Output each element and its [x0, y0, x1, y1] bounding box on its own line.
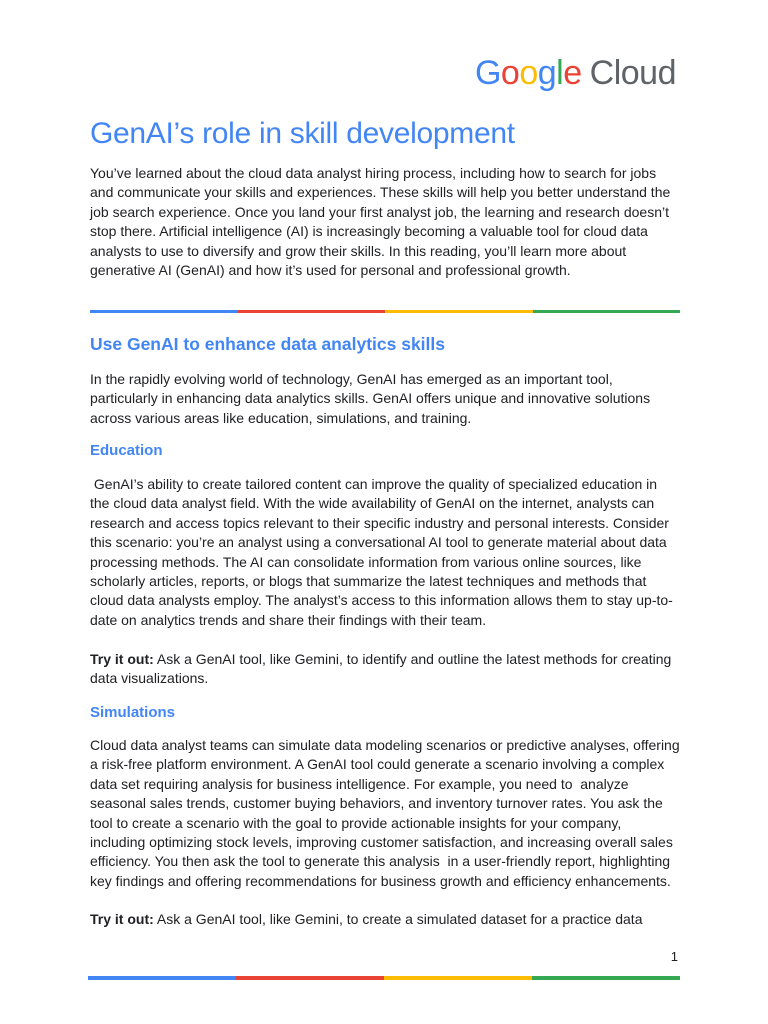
google-cloud-logo	[475, 56, 676, 90]
footer-segment-red	[236, 976, 384, 980]
education-try-it-out	[90, 650, 680, 689]
footer-segment-blue	[88, 976, 236, 980]
education-heading: Education	[90, 442, 163, 459]
simulations-paragraph: Cloud data analyst teams can simulate data modeling scenarios or predictive analyses, offering a risk-free platform environment. A GenAI tool could generate a scenario involving a complex data set requiring analysis for business intelligence. For example, you need to analyze seasonal sales trends, customer buying behaviors, and inventory turnover rates. You ask the tool to create a scenario with the goal to provide actionable insights for your company, including optimizing stock levels, improving customer satisfaction, and increasing overall sales efficiency. You then ask the tool to generate this analysis in a user-friendly report, highlighting key findings and offering recommendations for business growth and efficiency enhancements.	[90, 737, 684, 889]
logo-letter-l: l	[556, 54, 564, 92]
divider-segment-red	[238, 310, 386, 313]
try-it-out-label: Try it out:	[90, 911, 154, 927]
try-it-out-label: Try it out:	[90, 651, 154, 667]
logo-letter-o2: o	[519, 54, 538, 92]
simulations-try-block	[90, 910, 680, 929]
education-block	[90, 475, 680, 630]
footer-segment-yellow	[384, 976, 532, 980]
simulations-block	[90, 736, 684, 891]
education-try-block	[90, 650, 680, 689]
intro-block	[90, 164, 680, 280]
intro-paragraph: You’ve learned about the cloud data analyst hiring process, including how to search for jobs and communicate your skills and experiences. These skills will help you better understand the job search experience. Once you land your first analyst job, the learning and research doesn’t stop there. Artificial intelligence (AI) is increasingly becoming a valuable tool for cloud data analysts to use to diversify and grow their skills. In this reading, you’ll learn more about generative AI (GenAI) and how it’s used for personal and professional growth.	[90, 165, 671, 279]
logo-letter-o1: o	[500, 54, 520, 92]
logo-letter-e: e	[563, 54, 582, 92]
divider-segment-yellow	[385, 310, 533, 313]
simulations-try-it-out	[90, 910, 680, 929]
section-heading: Use GenAI to enhance data analytics skills	[90, 334, 445, 354]
page-title: GenAI’s role in skill development	[90, 117, 515, 150]
section-paragraph: In the rapidly evolving world of technology, GenAI has emerged as an important tool, particularly in enhancing data analytics skills. GenAI offers unique and innovative solutions across various areas like education, simulations, and training.	[90, 371, 651, 426]
section-divider	[90, 310, 680, 313]
page-number: 1	[670, 949, 678, 964]
divider-segment-blue	[90, 310, 238, 313]
footer-color-bar	[88, 976, 680, 980]
divider-segment-green	[533, 310, 681, 313]
education-paragraph: GenAI’s ability to create tailored content can improve the quality of specialized education in the cloud data analyst field. With the wide availability of GenAI on the internet, analysts can research and access topics relevant to their specific industry and personal interests. Consider this scenario: you’re an analyst using a conversational AI tool to generate material about data processing methods. The AI can consolidate information from various online sources, like scholarly articles, reports, or blogs that summarize the latest techniques and methods that cloud data analysts employ. The analyst’s access to this information allows them to stay up-to-date on analytics trends and share their findings with their team.	[90, 476, 673, 628]
try-it-out-text: Ask a GenAI tool, like Gemini, to create a simulated dataset for a practice data	[153, 911, 643, 927]
logo-product-name: Cloud	[589, 54, 676, 92]
try-it-out-text: Ask a GenAI tool, like Gemini, to identify and outline the latest methods for creating data visualizations.	[90, 651, 672, 687]
logo-letter-g2: g	[537, 54, 557, 92]
logo-letter-g: G	[474, 54, 501, 92]
simulations-heading: Simulations	[90, 704, 176, 721]
footer-segment-green	[532, 976, 680, 980]
section-intro-block	[90, 370, 680, 428]
